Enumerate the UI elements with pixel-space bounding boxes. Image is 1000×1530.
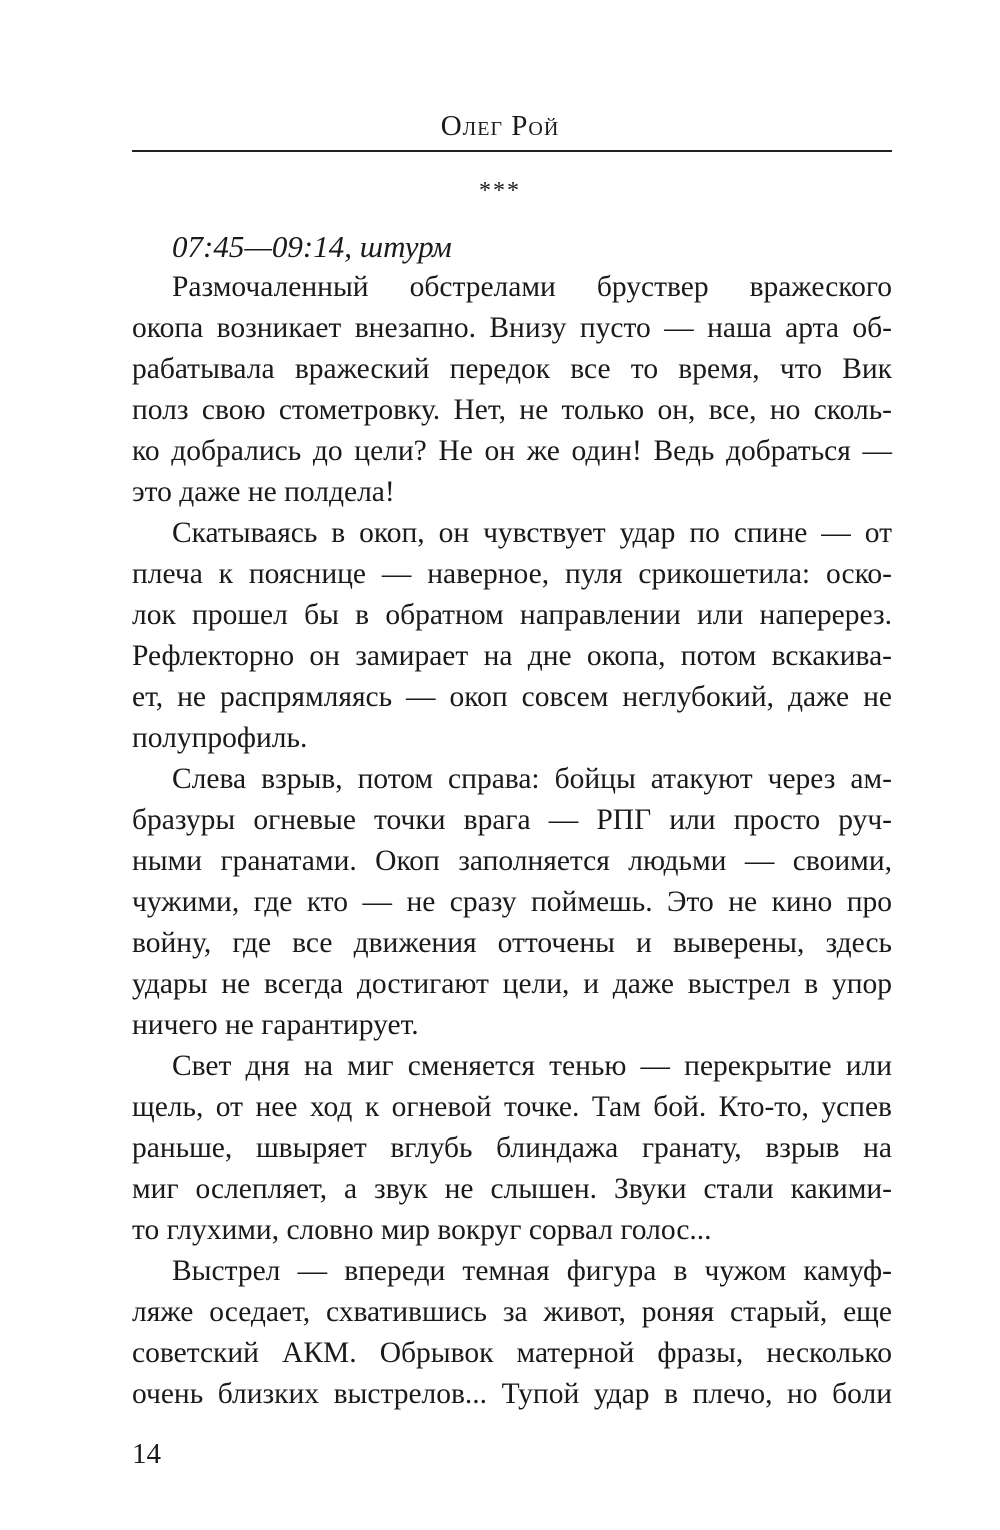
text-line: раньше, швыряет вглубь блиндажа гранату, взрыв на: [132, 1132, 892, 1164]
text-line: ет, не распрямляясь — окоп совсем неглубокий, даже не: [132, 681, 892, 713]
text-line: окопа возникает внезапно. Внизу пусто — наша арта об-: [132, 312, 892, 344]
text-line: Свет дня на миг сменяется тенью — перекрытие или: [172, 1050, 892, 1082]
body-text: [132, 226, 892, 1415]
section-title: 07:45—09:14, штурм: [172, 229, 452, 264]
text-line: ничего не гарантирует.: [132, 1009, 419, 1041]
text-line: Рефлекторно он замирает на дне окопа, потом вскакива-: [132, 640, 892, 672]
text-line: бразуры огневые точки врага — РПГ или просто руч-: [132, 804, 892, 836]
text-line: удары не всегда достигают цели, и даже выстрел в упор: [132, 968, 892, 1000]
text-line: лок прошел бы в обратном направлении или наперерез.: [132, 599, 892, 631]
text-line: Размочаленный обстрелами бруствер вражеского: [172, 271, 892, 303]
paragraphs: [132, 267, 892, 1415]
text-line: ляже оседает, схватившись за живот, роняя старый, еще: [132, 1296, 892, 1328]
text-line: миг ослепляет, а звук не слышен. Звуки стали какими-: [132, 1173, 892, 1205]
text-line: плеча к пояснице — наверное, пуля срикошетила: оско-: [132, 558, 892, 590]
text-line: то глухими, словно мир вокруг сорвал голос...: [132, 1214, 712, 1246]
section-separator: ***: [479, 178, 521, 204]
text-line: советский АКМ. Обрывок матерной фразы, несколько: [132, 1337, 892, 1369]
text-line: Слева взрыв, потом справа: бойцы атакуют через ам-: [172, 763, 892, 795]
paragraph: [132, 267, 892, 513]
text-line: рабатывала вражеский передок все то время, что Вик: [132, 353, 892, 385]
text-line: очень близких выстрелов... Тупой удар в плечо, но боли: [132, 1378, 892, 1410]
running-head: Олег Рой: [440, 110, 560, 142]
text-line: чужими, где кто — не сразу поймешь. Это не кино про: [132, 886, 892, 918]
text-line: полз свою стометровку. Нет, не только он, все, но сколь-: [132, 394, 892, 426]
paragraph: [132, 513, 892, 759]
text-line: ко добрались до цели? Не он же один! Ведь добраться —: [132, 435, 892, 467]
header-rule: [132, 150, 892, 152]
text-line: Выстрел — впереди темная фигура в чужом камуф-: [172, 1255, 892, 1287]
paragraph: [132, 1046, 892, 1251]
paragraph: [132, 759, 892, 1046]
paragraph: [132, 1251, 892, 1415]
page-number: 14: [132, 1438, 161, 1470]
text-line: Скатываясь в окоп, он чувствует удар по спине — от: [172, 517, 892, 549]
text-line: полупрофиль.: [132, 722, 308, 754]
text-line: щель, от нее ход к огневой точке. Там бой. Кто-то, успев: [132, 1091, 892, 1123]
text-line: ными гранатами. Окоп заполняется людьми — своими,: [132, 845, 892, 877]
text-line: войну, где все движения отточены и выверены, здесь: [132, 927, 892, 959]
text-line: это даже не полдела!: [132, 476, 395, 508]
